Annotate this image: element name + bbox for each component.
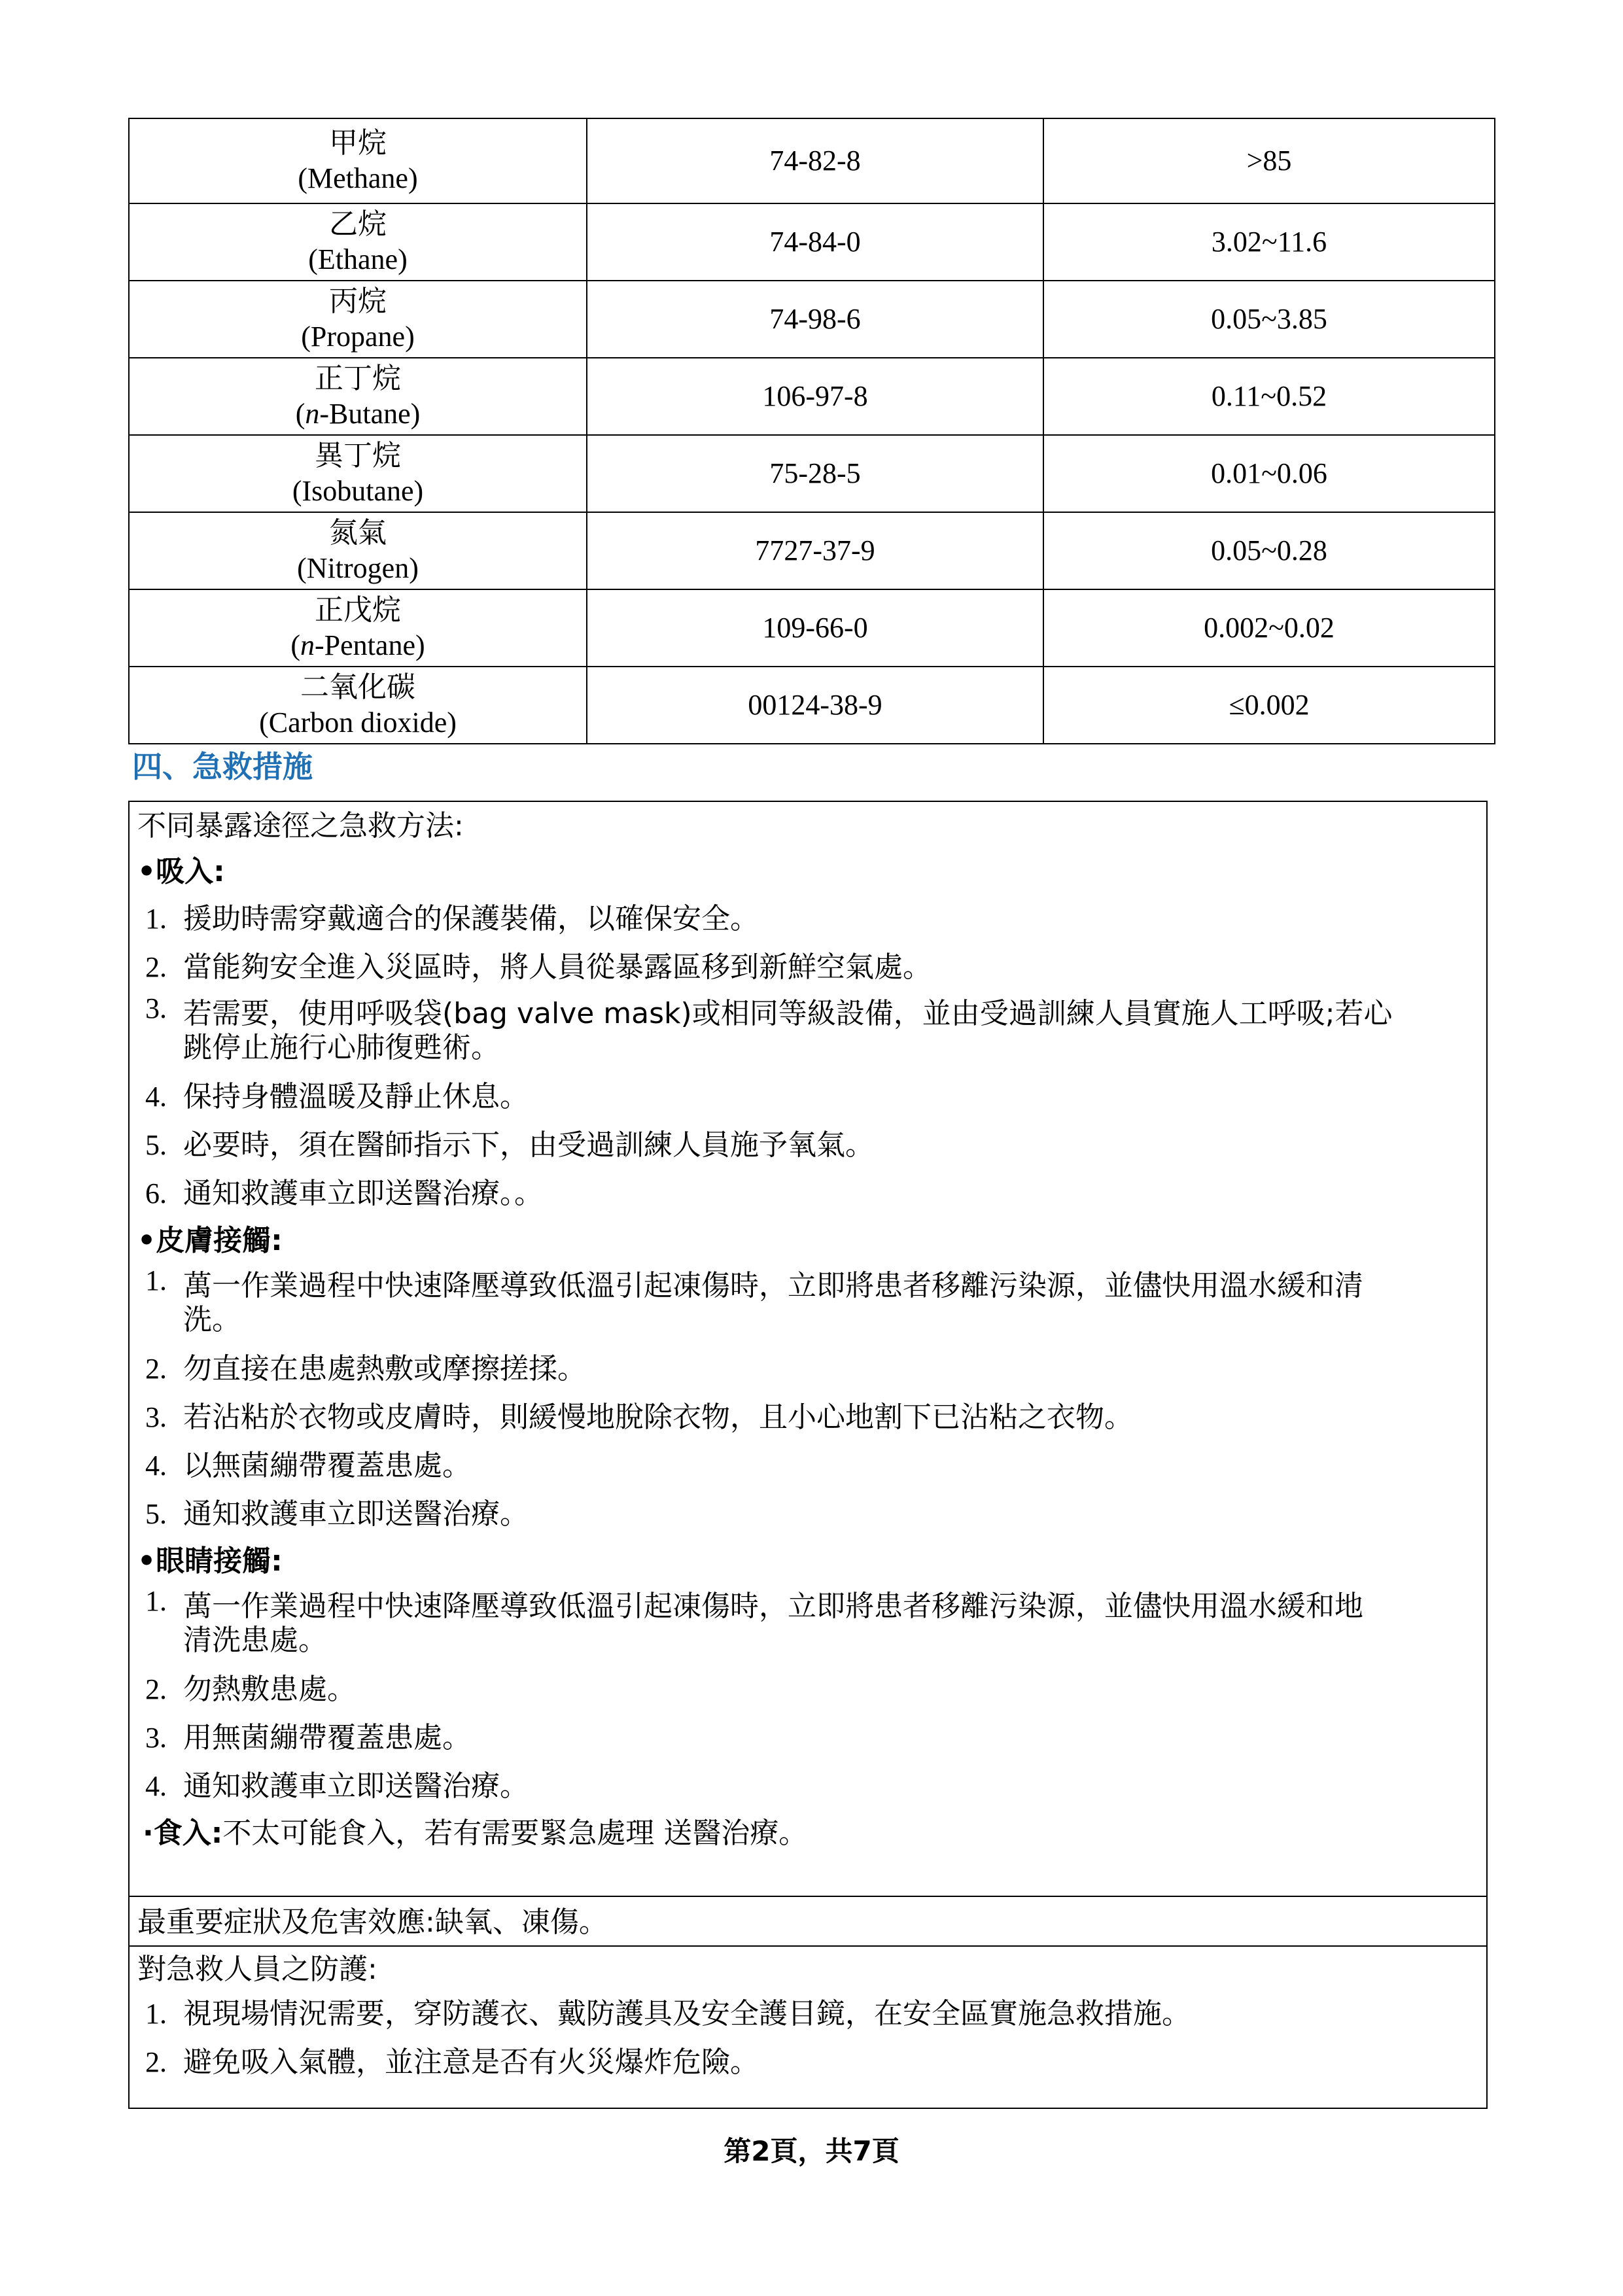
first-aid-intro: 不同暴露途徑之急救方法: [137,809,464,843]
cas-number: 106-97-8 [587,358,1043,435]
skin-heading: •皮膚接觸: [137,1224,283,1257]
list-item [137,1073,1478,1121]
component-name-cell [129,589,587,667]
component-name-zh: 正戊烷 [315,593,401,627]
item-number: 4. [145,1450,167,1482]
item-number: 2. [145,1353,167,1385]
list-item [137,992,1478,1073]
protection-list [137,1990,1478,2087]
component-name-zh: 甲烷 [329,126,387,160]
concentration: 3.02~11.6 [1043,203,1495,281]
list-item [137,1345,1478,1393]
item-number: 5. [145,1498,167,1530]
item-text: 保持身體溫暖及靜止休息。 [183,1080,529,1113]
ingestion-line [137,1811,1478,1856]
cas-number: 75-28-5 [587,435,1043,512]
list-item [137,943,1478,992]
component-name-en: (n-Butane) [295,398,421,430]
item-text-line2: 清洗患處。 [183,1624,327,1657]
item-text-line1: 萬一作業過程中快速降壓導致低溫引起凍傷時，立即將患者移離污染源，並儘快用溫水緩和清 [183,1269,1363,1302]
item-text: 通知救護車立即送醫治療。 [183,1497,529,1531]
component-name-zh: 異丁烷 [315,439,401,472]
component-name-zh: 乙烷 [329,207,387,241]
component-row [129,435,1495,512]
skin-list [137,1264,1478,1539]
cas-number: 74-98-6 [587,281,1043,358]
inhalation-heading: •吸入: [137,855,225,888]
component-name-zh: 正丁烷 [315,362,401,395]
component-name-en: (Ethane) [308,243,408,275]
page-footer: 第2頁，共7頁 [724,2135,899,2167]
component-name-en: (Isobutane) [292,475,424,507]
concentration: 0.05~3.85 [1043,281,1495,358]
protection-heading: 對急救人員之防護: [137,1953,377,1986]
component-name-en: (Propane) [301,321,415,353]
item-text: 勿直接在患處熱敷或摩擦搓揉。 [183,1352,586,1385]
list-item [137,895,1478,943]
item-number: 2. [145,951,167,983]
item-text-line1: 若需要，使用呼吸袋(bag valve mask)或相同等級設備，並由受過訓練人員實施人工呼吸;若心 [183,997,1393,1030]
component-name-en: (Nitrogen) [297,552,419,584]
component-name-en: (Carbon dioxide) [259,706,457,739]
list-item [137,2038,1478,2087]
section-title: 四、急救措施 [132,749,313,784]
component-row [129,667,1495,744]
component-row [129,512,1495,589]
cas-number: 74-84-0 [587,203,1043,281]
concentration: 0.01~0.06 [1043,435,1495,512]
item-text: 援助時需穿戴適合的保護裝備，以確保安全。 [183,902,759,935]
first-aid-box [128,801,1488,2109]
cas-number: 7727-37-9 [587,512,1043,589]
list-item [137,1584,1478,1665]
list-item [137,1121,1478,1170]
item-number: 1. [145,1264,167,1296]
cas-number: 00124-38-9 [587,667,1043,744]
list-item [137,1264,1478,1345]
component-name-cell [129,281,587,358]
item-text: 視現場情況需要，穿防護衣、戴防護具及安全護目鏡，在安全區實施急救措施。 [183,1997,1191,2030]
list-item [137,1490,1478,1539]
cas-number: 109-66-0 [587,589,1043,667]
component-name-en: (n-Pentane) [290,629,425,661]
inhalation-list [137,895,1478,1218]
symptoms-cell [130,1897,1486,1947]
list-item [137,1442,1478,1490]
component-name-zh: 氮氣 [329,516,387,549]
item-number: 6. [145,1177,167,1209]
concentration: 0.11~0.52 [1043,358,1495,435]
component-name-zh: 丙烷 [329,285,387,318]
list-item [137,1990,1478,2038]
item-text: 以無菌繃帶覆蓋患處。 [183,1449,471,1482]
concentration: 0.002~0.02 [1043,589,1495,667]
item-number: 1. [145,903,167,935]
composition-table [128,118,1495,744]
item-text: 當能夠安全進入災區時，將人員從暴露區移到新鮮空氣處。 [183,950,932,984]
list-item [137,1170,1478,1218]
list-item [137,1714,1478,1762]
ingestion-text: 不太可能食入，若有需要緊急處理 送醫治療。 [222,1817,808,1850]
concentration: ≤0.002 [1043,667,1495,744]
eye-heading: •眼睛接觸: [137,1544,283,1578]
item-text-line1: 萬一作業過程中快速降壓導致低溫引起凍傷時，立即將患者移離污染源，並儘快用溫水緩和地 [183,1590,1363,1623]
ingestion-heading: ·食入: [143,1817,223,1850]
protection-cell [130,1947,1486,2110]
item-number: 3. [145,992,167,1024]
item-number: 5. [145,1129,167,1161]
item-number: 2. [145,1673,167,1705]
item-number: 3. [145,1401,167,1433]
first-aid-methods-cell [130,802,1486,1897]
item-text: 勿熱敷患處。 [183,1673,356,1706]
item-text: 避免吸入氣體，並注意是否有火災爆炸危險。 [183,2045,759,2079]
item-text: 用無菌繃帶覆蓋患處。 [183,1721,471,1754]
item-number: 2. [145,2046,167,2078]
item-text-line2: 洗。 [183,1303,241,1336]
component-row [129,589,1495,667]
item-text: 通知救護車立即送醫治療。。 [183,1177,543,1210]
item-text-line2: 跳停止施行心肺復甦術。 [183,1031,500,1064]
component-row [129,358,1495,435]
item-number: 1. [145,1998,167,2030]
component-name-cell [129,358,587,435]
component-row [129,203,1495,281]
item-text: 通知救護車立即送醫治療。 [183,1769,529,1803]
symptoms-text: 最重要症狀及危害效應:缺氧、凍傷。 [137,1905,608,1939]
cas-number: 74-82-8 [587,118,1043,203]
item-number: 1. [145,1585,167,1617]
concentration: 0.05~0.28 [1043,512,1495,589]
component-name-cell [129,118,587,203]
component-row [129,281,1495,358]
component-name-cell [129,667,587,744]
item-text: 若沾粘於衣物或皮膚時，則緩慢地脫除衣物，且小心地割下已沾粘之衣物。 [183,1400,1133,1434]
component-name-cell [129,512,587,589]
eye-list [137,1584,1478,1811]
item-text: 必要時，須在醫師指示下，由受過訓練人員施予氧氣。 [183,1128,874,1162]
component-name-zh: 二氧化碳 [300,670,415,704]
list-item [137,1762,1478,1811]
component-name-cell [129,435,587,512]
item-number: 4. [145,1770,167,1802]
concentration: >85 [1043,118,1495,203]
item-number: 4. [145,1081,167,1113]
list-item [137,1393,1478,1442]
item-number: 3. [145,1722,167,1754]
list-item [137,1665,1478,1714]
component-name-en: (Methane) [298,162,418,194]
component-row [129,118,1495,203]
component-name-cell [129,203,587,281]
